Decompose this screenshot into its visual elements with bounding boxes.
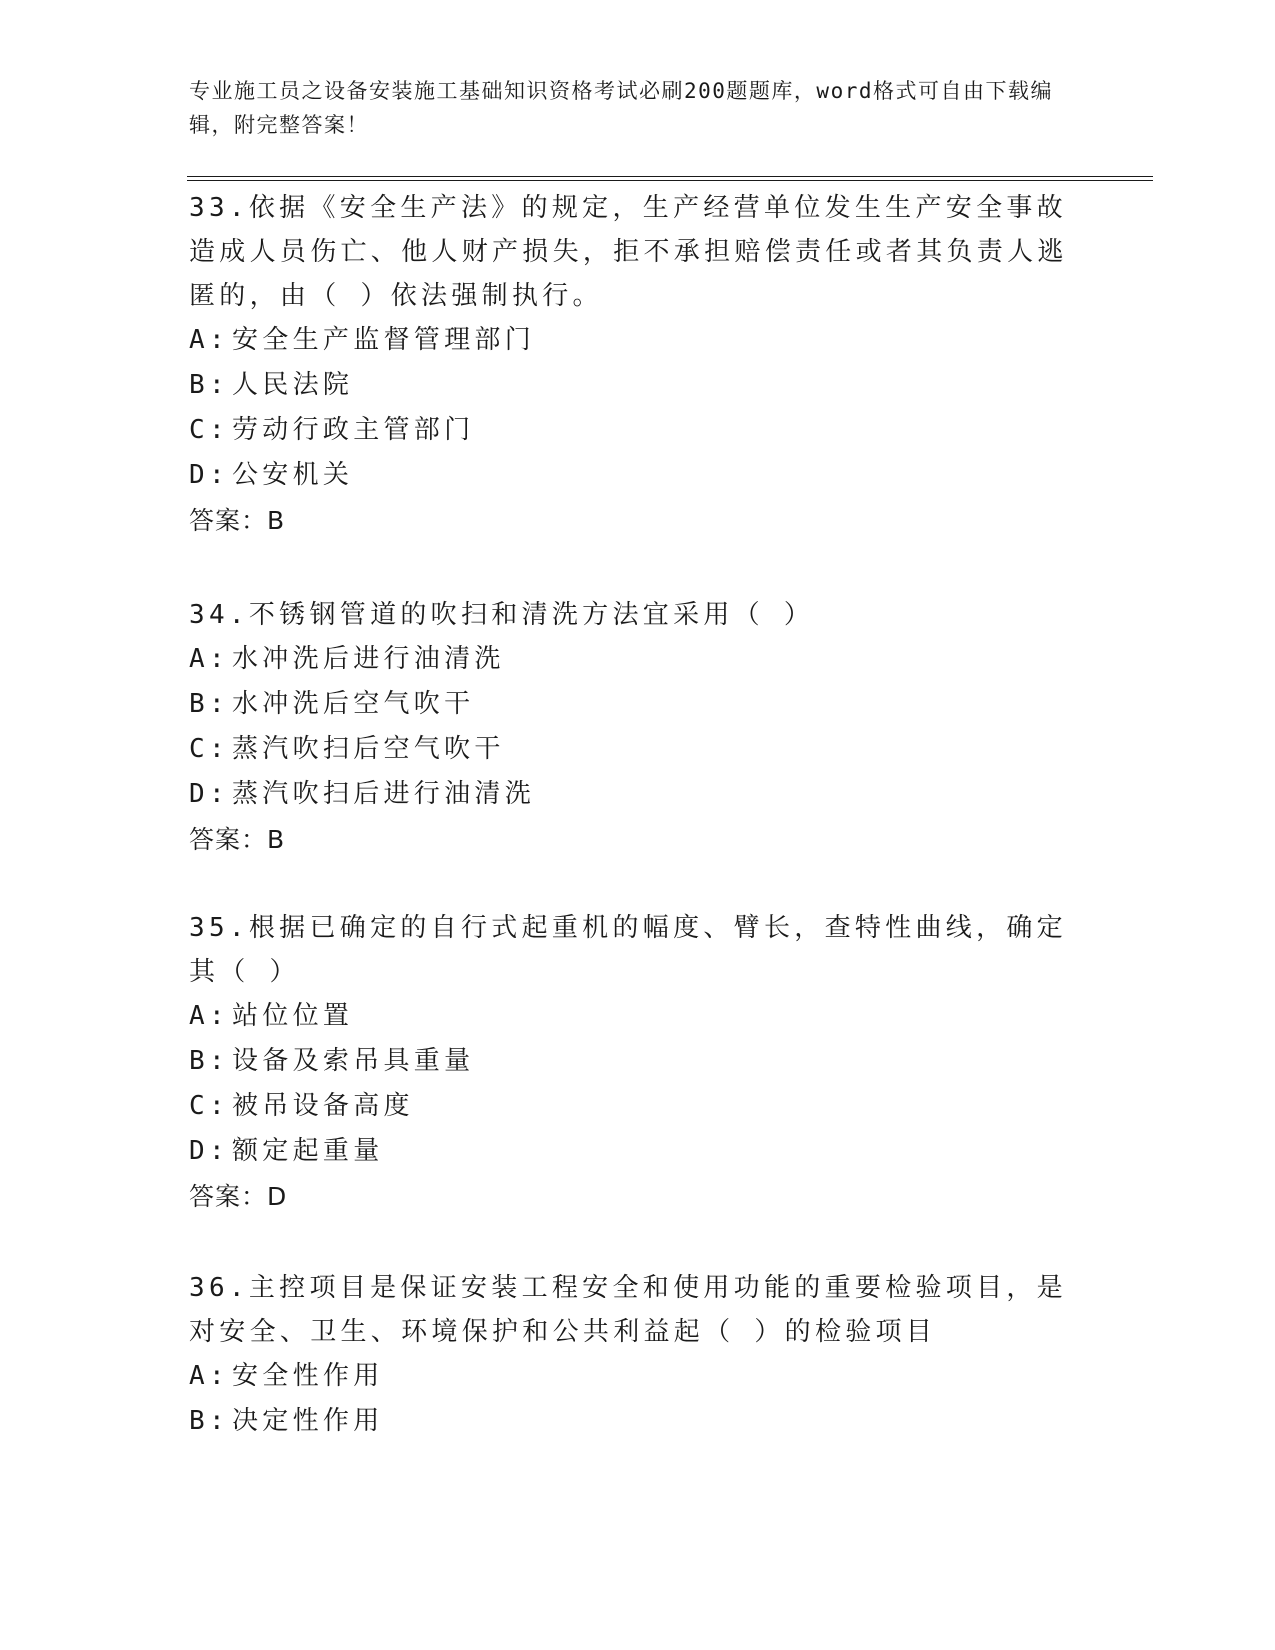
option-letter: A: bbox=[189, 1001, 229, 1031]
option-c bbox=[189, 1084, 1089, 1129]
option-d bbox=[189, 1129, 1089, 1174]
option-letter: D: bbox=[189, 1136, 229, 1166]
option-a bbox=[189, 1354, 1089, 1399]
option-b bbox=[189, 1399, 1089, 1444]
option-text: 蒸汽吹扫后进行油清洗 bbox=[232, 779, 536, 809]
question-stem: 根据已确定的自行式起重机的幅度、臂长，查特性曲线，确定其（ ） bbox=[189, 913, 1067, 987]
option-text: 安全性作用 bbox=[232, 1361, 384, 1391]
answer-line: 答案：B bbox=[189, 506, 286, 535]
option-d bbox=[189, 772, 1089, 817]
question-34 bbox=[189, 593, 1089, 862]
option-c bbox=[189, 408, 1089, 453]
question-36 bbox=[189, 1266, 1089, 1444]
answer-line: 答案：B bbox=[189, 825, 286, 854]
option-letter: A: bbox=[189, 1361, 229, 1391]
option-letter: B: bbox=[189, 689, 229, 719]
option-text: 站位位置 bbox=[232, 1001, 354, 1031]
option-letter: B: bbox=[189, 1406, 229, 1436]
question-number: 35. bbox=[189, 913, 249, 943]
option-letter: A: bbox=[189, 644, 229, 674]
option-letter: B: bbox=[189, 1046, 229, 1076]
option-letter: C: bbox=[189, 415, 229, 445]
question-number: 33. bbox=[189, 193, 249, 223]
answer-line: 答案：D bbox=[189, 1182, 288, 1211]
option-letter: D: bbox=[189, 460, 229, 490]
option-letter: B: bbox=[189, 370, 229, 400]
option-d bbox=[189, 453, 1089, 498]
option-c bbox=[189, 727, 1089, 772]
option-a bbox=[189, 318, 1089, 363]
option-text: 水冲洗后空气吹干 bbox=[232, 689, 475, 719]
option-text: 被吊设备高度 bbox=[232, 1091, 414, 1121]
option-text: 劳动行政主管部门 bbox=[232, 415, 475, 445]
page-header-title: 专业施工员之设备安装施工基础知识资格考试必刷200题题库，word格式可自由下载编辑，附完整答案！ bbox=[189, 79, 1053, 137]
option-letter: C: bbox=[189, 1091, 229, 1121]
option-text: 公安机关 bbox=[232, 460, 354, 490]
option-b bbox=[189, 682, 1089, 727]
option-text: 额定起重量 bbox=[232, 1136, 384, 1166]
question-33 bbox=[189, 186, 1089, 543]
option-text: 设备及索吊具重量 bbox=[232, 1046, 475, 1076]
option-text: 水冲洗后进行油清洗 bbox=[232, 644, 505, 674]
question-stem: 不锈钢管道的吹扫和清洗方法宜采用（ ） bbox=[248, 600, 815, 630]
option-b bbox=[189, 363, 1089, 408]
option-b bbox=[189, 1039, 1089, 1084]
option-letter: A: bbox=[189, 325, 229, 355]
option-text: 蒸汽吹扫后空气吹干 bbox=[232, 734, 505, 764]
option-a bbox=[189, 637, 1089, 682]
option-text: 人民法院 bbox=[232, 370, 354, 400]
question-number: 36. bbox=[189, 1273, 249, 1303]
question-number: 34. bbox=[189, 600, 249, 630]
question-text bbox=[189, 906, 1089, 994]
option-a bbox=[189, 994, 1089, 1039]
question-stem: 依据《安全生产法》的规定，生产经营单位发生生产安全事故造成人员伤亡、他人财产损失，拒不承担赔偿责任或者其负责人逃匿的，由（ ）依法强制执行。 bbox=[189, 193, 1068, 311]
option-text: 决定性作用 bbox=[232, 1406, 384, 1436]
question-text bbox=[189, 186, 1089, 318]
option-letter: C: bbox=[189, 734, 229, 764]
question-text bbox=[189, 1266, 1089, 1354]
question-35 bbox=[189, 906, 1089, 1219]
option-letter: D: bbox=[189, 779, 229, 809]
question-text bbox=[189, 593, 1089, 637]
question-stem: 主控项目是保证安装工程安全和使用功能的重要检验项目，是对安全、卫生、环境保护和公共利益起（ ）的检验项目 bbox=[189, 1273, 1067, 1347]
option-text: 安全生产监督管理部门 bbox=[232, 325, 536, 355]
header-divider bbox=[187, 176, 1153, 181]
